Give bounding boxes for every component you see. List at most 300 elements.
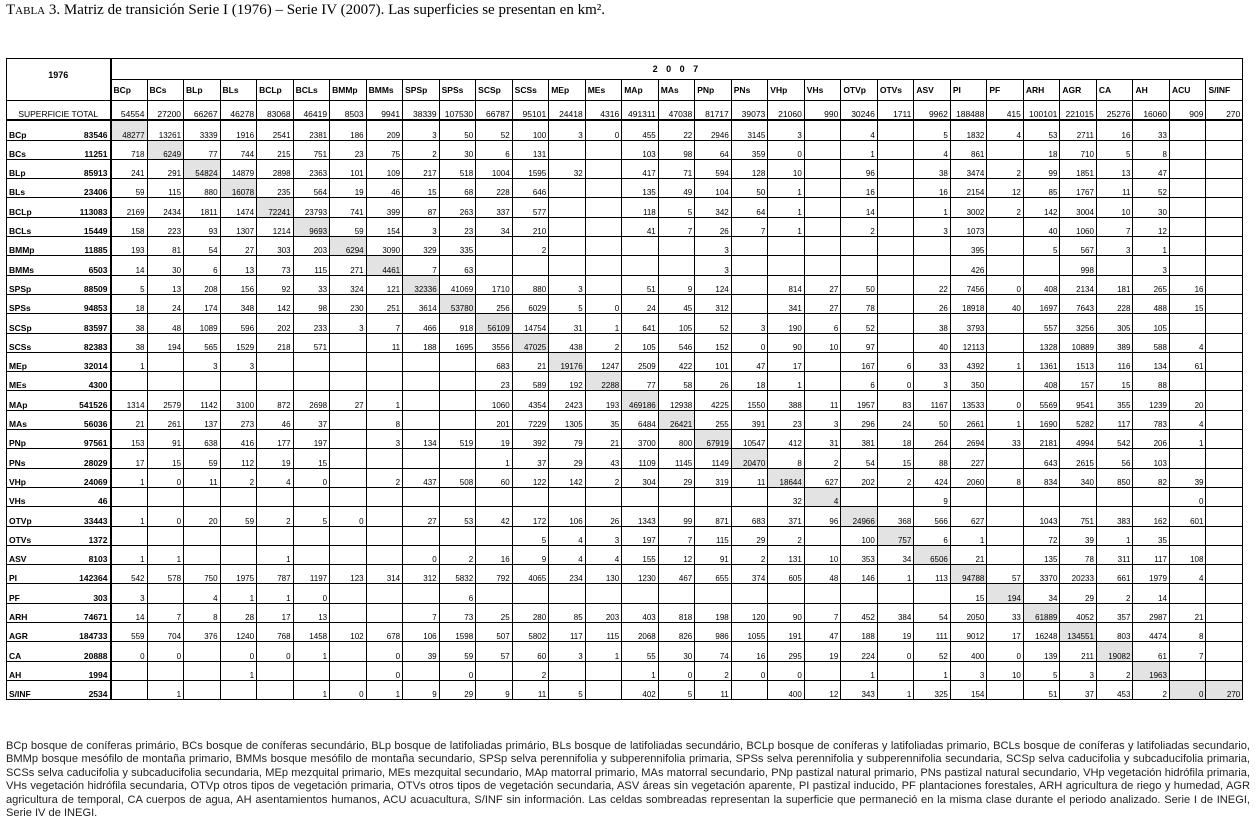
matrix-cell — [987, 449, 1024, 468]
matrix-cell — [184, 487, 221, 506]
matrix-cell: 61 — [1133, 642, 1170, 661]
matrix-cell: 29 — [731, 526, 768, 545]
table-row — [7, 237, 1243, 256]
row-class-code: CA — [7, 642, 59, 661]
matrix-cell: 6 — [439, 584, 476, 603]
matrix-cell: 4 — [549, 526, 586, 545]
matrix-cell: 1 — [841, 661, 878, 680]
matrix-cell: 52 — [476, 120, 513, 140]
matrix-cell: 59 — [220, 507, 257, 526]
total-2007-cell: 46278 — [220, 101, 257, 121]
total-2007-cell: 21060 — [768, 101, 805, 121]
matrix-cell: 3 — [549, 275, 586, 294]
matrix-cell: 751 — [293, 140, 330, 159]
matrix-cell: 64 — [731, 198, 768, 217]
total-2007-cell: 107530 — [439, 101, 476, 121]
matrix-cell: 4 — [1169, 333, 1206, 352]
row-class-code: SCSs — [7, 333, 59, 352]
matrix-cell — [1206, 294, 1243, 313]
matrix-cell — [1206, 275, 1243, 294]
matrix-cell: 0 — [987, 642, 1024, 661]
matrix-cell: 26 — [914, 294, 951, 313]
matrix-cell: 1957 — [841, 391, 878, 410]
matrix-cell — [987, 314, 1024, 333]
matrix-cell: 438 — [549, 333, 586, 352]
matrix-cell: 10 — [987, 661, 1024, 680]
transition-matrix-table — [6, 58, 1243, 700]
matrix-cell: 542 — [111, 565, 148, 584]
matrix-cell: 15 — [403, 179, 440, 198]
matrix-cell: 81 — [147, 237, 184, 256]
matrix-cell: 211 — [1060, 642, 1097, 661]
matrix-cell: 94788 — [950, 565, 987, 584]
matrix-cell: 7 — [1096, 217, 1133, 236]
matrix-cell: 264 — [914, 430, 951, 449]
matrix-cell: 5 — [914, 120, 951, 140]
matrix-cell: 542 — [1096, 430, 1133, 449]
matrix-cell: 49 — [658, 179, 695, 198]
matrix-cell: 6 — [476, 140, 513, 159]
matrix-cell — [512, 256, 549, 275]
matrix-cell — [1060, 487, 1097, 506]
matrix-cell — [914, 237, 951, 256]
matrix-cell — [403, 661, 440, 680]
row-class-code: VHs — [7, 487, 59, 506]
matrix-cell: 335 — [439, 237, 476, 256]
matrix-cell: 998 — [1060, 256, 1097, 275]
matrix-cell: 73 — [439, 603, 476, 622]
matrix-cell: 557 — [1023, 314, 1060, 333]
superficie-total-row — [7, 101, 1243, 121]
matrix-cell: 350 — [950, 372, 987, 391]
matrix-cell — [147, 661, 184, 680]
row-total-1976: 46 — [59, 487, 111, 506]
matrix-cell: 395 — [950, 237, 987, 256]
matrix-cell — [476, 487, 513, 506]
matrix-cell: 1043 — [1023, 507, 1060, 526]
matrix-cell: 203 — [293, 237, 330, 256]
matrix-cell: 27 — [330, 391, 367, 410]
matrix-cell — [622, 256, 659, 275]
matrix-cell: 54 — [914, 603, 951, 622]
matrix-cell: 2 — [731, 545, 768, 564]
matrix-cell: 1851 — [1060, 159, 1097, 178]
matrix-cell — [366, 526, 403, 545]
matrix-cell: 57 — [987, 565, 1024, 584]
matrix-cell — [549, 217, 586, 236]
matrix-cell — [147, 372, 184, 391]
matrix-cell — [1206, 487, 1243, 506]
matrix-cell: 3700 — [622, 430, 659, 449]
matrix-cell: 2 — [804, 449, 841, 468]
matrix-cell: 50 — [914, 410, 951, 429]
matrix-cell — [877, 314, 914, 333]
matrix-cell: 27 — [804, 275, 841, 294]
total-2007-cell: 188488 — [950, 101, 987, 121]
matrix-cell: 23 — [330, 140, 367, 159]
matrix-cell: 135 — [1023, 545, 1060, 564]
matrix-cell — [366, 584, 403, 603]
matrix-cell: 73 — [257, 256, 294, 275]
matrix-cell — [658, 584, 695, 603]
matrix-cell — [877, 179, 914, 198]
matrix-cell: 33 — [987, 603, 1024, 622]
total-2007-cell: 83068 — [257, 101, 294, 121]
matrix-cell: 106 — [549, 507, 586, 526]
matrix-cell: 64 — [695, 140, 732, 159]
matrix-cell: 2 — [768, 526, 805, 545]
matrix-cell: 1 — [877, 565, 914, 584]
matrix-cell: 1343 — [622, 507, 659, 526]
matrix-cell: 154 — [950, 680, 987, 699]
matrix-cell: 0 — [439, 661, 476, 680]
matrix-cell: 215 — [257, 140, 294, 159]
matrix-cell: 61 — [1169, 352, 1206, 371]
matrix-cell: 1 — [220, 661, 257, 680]
matrix-cell: 67919 — [695, 430, 732, 449]
matrix-cell — [1206, 449, 1243, 468]
matrix-cell: 646 — [512, 179, 549, 198]
matrix-cell: 2 — [877, 468, 914, 487]
matrix-cell: 3 — [1096, 237, 1133, 256]
matrix-cell: 8 — [987, 468, 1024, 487]
matrix-cell — [877, 217, 914, 236]
matrix-cell: 2423 — [549, 391, 586, 410]
matrix-cell: 38 — [914, 159, 951, 178]
matrix-cell: 47 — [1133, 159, 1170, 178]
matrix-cell: 43 — [585, 449, 622, 468]
matrix-cell: 7 — [1169, 642, 1206, 661]
matrix-cell: 134 — [1133, 352, 1170, 371]
year-2007-header: 2 0 0 7 — [111, 59, 1243, 80]
matrix-cell: 1 — [950, 526, 987, 545]
matrix-cell: 1239 — [1133, 391, 1170, 410]
matrix-cell: 783 — [1133, 410, 1170, 429]
matrix-cell — [439, 449, 476, 468]
table-row — [7, 391, 1243, 410]
matrix-cell: 0 — [111, 642, 148, 661]
column-header: S/INF — [1206, 80, 1243, 101]
matrix-cell: 1550 — [731, 391, 768, 410]
matrix-cell: 156 — [220, 275, 257, 294]
matrix-cell — [330, 352, 367, 371]
row-class-code: PNs — [7, 449, 59, 468]
table-row — [7, 680, 1243, 699]
matrix-cell — [731, 256, 768, 275]
matrix-cell — [877, 333, 914, 352]
matrix-cell — [330, 487, 367, 506]
matrix-cell — [366, 372, 403, 391]
matrix-cell — [877, 294, 914, 313]
matrix-cell: 453 — [1096, 680, 1133, 699]
matrix-cell: 0 — [877, 372, 914, 391]
matrix-cell: 1598 — [439, 623, 476, 642]
matrix-cell — [330, 603, 367, 622]
matrix-cell: 5 — [1023, 237, 1060, 256]
total-2007-cell: 100101 — [1023, 101, 1060, 121]
matrix-cell: 0 — [330, 680, 367, 699]
matrix-cell: 7643 — [1060, 294, 1097, 313]
matrix-cell: 577 — [512, 198, 549, 217]
matrix-cell: 1197 — [293, 565, 330, 584]
matrix-cell: 23793 — [293, 198, 330, 217]
matrix-cell: 296 — [841, 410, 878, 429]
matrix-cell: 112 — [220, 449, 257, 468]
matrix-cell — [330, 449, 367, 468]
matrix-cell: 230 — [330, 294, 367, 313]
matrix-cell: 23 — [439, 217, 476, 236]
matrix-cell — [147, 487, 184, 506]
matrix-cell — [841, 487, 878, 506]
matrix-cell: 38 — [914, 314, 951, 333]
matrix-cell: 26 — [695, 217, 732, 236]
matrix-cell — [585, 217, 622, 236]
row-total-1976: 4300 — [59, 372, 111, 391]
matrix-cell — [184, 372, 221, 391]
matrix-cell: 710 — [1060, 140, 1097, 159]
matrix-cell: 518 — [439, 159, 476, 178]
matrix-cell: 98 — [293, 294, 330, 313]
matrix-cell — [585, 584, 622, 603]
matrix-cell — [585, 680, 622, 699]
matrix-cell: 0 — [366, 642, 403, 661]
matrix-cell: 400 — [768, 680, 805, 699]
matrix-cell: 27 — [403, 507, 440, 526]
matrix-cell: 3145 — [731, 120, 768, 140]
row-total-1976: 2534 — [59, 680, 111, 699]
matrix-cell: 59 — [439, 642, 476, 661]
matrix-cell — [257, 352, 294, 371]
matrix-cell: 5 — [512, 526, 549, 545]
column-header: BLp — [184, 80, 221, 101]
matrix-cell — [1023, 487, 1060, 506]
matrix-cell: 88 — [1133, 372, 1170, 391]
row-total-1976: 83597 — [59, 314, 111, 333]
matrix-cell: 391 — [731, 410, 768, 429]
matrix-cell: 17 — [257, 603, 294, 622]
matrix-cell: 77 — [184, 140, 221, 159]
matrix-cell: 2288 — [585, 372, 622, 391]
column-header: AH — [1133, 80, 1170, 101]
matrix-cell: 2154 — [950, 179, 987, 198]
matrix-cell — [1169, 140, 1206, 159]
table-row — [7, 217, 1243, 236]
total-2007-cell: 47038 — [658, 101, 695, 121]
matrix-cell: 111 — [914, 623, 951, 642]
matrix-cell: 5569 — [1023, 391, 1060, 410]
matrix-cell — [476, 526, 513, 545]
matrix-cell: 34 — [877, 545, 914, 564]
matrix-cell: 177 — [257, 430, 294, 449]
matrix-cell — [804, 140, 841, 159]
row-total-1976: 23406 — [59, 179, 111, 198]
column-header: BCLs — [293, 80, 330, 101]
matrix-cell: 85 — [1023, 179, 1060, 198]
matrix-cell: 227 — [950, 449, 987, 468]
matrix-cell — [403, 391, 440, 410]
matrix-cell — [987, 140, 1024, 159]
matrix-cell — [330, 333, 367, 352]
matrix-cell: 38 — [111, 314, 148, 333]
matrix-cell: 24 — [877, 410, 914, 429]
matrix-cell: 280 — [512, 603, 549, 622]
matrix-cell — [403, 487, 440, 506]
matrix-cell — [1206, 430, 1243, 449]
matrix-cell: 564 — [293, 179, 330, 198]
matrix-cell: 55 — [622, 642, 659, 661]
matrix-cell: 15 — [1169, 294, 1206, 313]
matrix-cell: 35 — [1133, 526, 1170, 545]
matrix-cell: 389 — [1096, 333, 1133, 352]
matrix-cell — [1169, 449, 1206, 468]
matrix-cell — [330, 430, 367, 449]
matrix-cell — [330, 584, 367, 603]
matrix-cell: 2946 — [695, 120, 732, 140]
matrix-cell: 880 — [184, 179, 221, 198]
matrix-cell: 39 — [403, 642, 440, 661]
matrix-cell: 424 — [914, 468, 951, 487]
matrix-cell — [1206, 507, 1243, 526]
matrix-cell: 0 — [293, 468, 330, 487]
matrix-cell: 4 — [914, 140, 951, 159]
matrix-cell — [366, 603, 403, 622]
transition-matrix-container — [6, 58, 1242, 700]
matrix-cell: 1305 — [549, 410, 586, 429]
matrix-cell — [439, 352, 476, 371]
matrix-cell: 7 — [403, 603, 440, 622]
matrix-cell: 5 — [1023, 661, 1060, 680]
matrix-cell: 58 — [658, 372, 695, 391]
matrix-cell: 1060 — [1060, 217, 1097, 236]
matrix-cell: 7 — [731, 217, 768, 236]
matrix-cell — [695, 487, 732, 506]
matrix-cell — [184, 526, 221, 545]
matrix-cell: 154 — [366, 217, 403, 236]
matrix-cell: 2060 — [950, 468, 987, 487]
matrix-cell — [658, 256, 695, 275]
matrix-cell — [1169, 159, 1206, 178]
matrix-cell: 814 — [768, 275, 805, 294]
matrix-cell — [257, 680, 294, 699]
matrix-cell — [877, 256, 914, 275]
column-header: MEp — [549, 80, 586, 101]
matrix-cell: 388 — [768, 391, 805, 410]
matrix-cell: 426 — [950, 256, 987, 275]
table-row — [7, 603, 1243, 622]
matrix-cell — [987, 545, 1024, 564]
row-class-code: MEs — [7, 372, 59, 391]
matrix-cell — [877, 237, 914, 256]
matrix-cell: 100 — [512, 120, 549, 140]
matrix-cell: 18918 — [950, 294, 987, 313]
matrix-cell: 105 — [658, 314, 695, 333]
matrix-cell: 0 — [768, 661, 805, 680]
matrix-cell: 312 — [403, 565, 440, 584]
matrix-cell: 872 — [257, 391, 294, 410]
matrix-cell: 31 — [549, 314, 586, 333]
matrix-cell: 0 — [366, 661, 403, 680]
row-total-1976: 142364 — [59, 565, 111, 584]
matrix-cell: 3 — [695, 256, 732, 275]
matrix-cell: 1 — [293, 680, 330, 699]
matrix-cell: 155 — [622, 545, 659, 564]
column-header: AGR — [1060, 80, 1097, 101]
total-2007-cell: 1711 — [877, 101, 914, 121]
matrix-cell: 194 — [147, 333, 184, 352]
matrix-cell: 59 — [111, 179, 148, 198]
matrix-cell: 5 — [111, 275, 148, 294]
matrix-cell: 20233 — [1060, 565, 1097, 584]
matrix-cell: 32 — [549, 159, 586, 178]
matrix-cell: 5 — [658, 198, 695, 217]
matrix-cell: 54 — [184, 237, 221, 256]
corner-year-1976: 1976 — [7, 59, 111, 101]
matrix-cell: 40 — [987, 294, 1024, 313]
matrix-cell: 25 — [476, 603, 513, 622]
column-header: OTVp — [841, 80, 878, 101]
matrix-cell: 871 — [695, 507, 732, 526]
matrix-cell: 1 — [220, 584, 257, 603]
matrix-cell: 48 — [804, 565, 841, 584]
table-row — [7, 449, 1243, 468]
matrix-cell — [184, 642, 221, 661]
column-header: VHp — [768, 80, 805, 101]
matrix-cell: 19 — [476, 430, 513, 449]
caption-label: Tabla 3. — [6, 2, 61, 18]
matrix-cell: 51 — [1023, 680, 1060, 699]
row-class-code: BCLp — [7, 198, 59, 217]
matrix-cell: 1 — [111, 352, 148, 371]
matrix-cell: 818 — [658, 603, 695, 622]
matrix-cell: 1361 — [1023, 352, 1060, 371]
matrix-cell: 11 — [731, 468, 768, 487]
matrix-cell: 986 — [695, 623, 732, 642]
matrix-cell: 21 — [1169, 603, 1206, 622]
table-caption — [6, 2, 605, 19]
matrix-cell — [695, 584, 732, 603]
matrix-cell — [549, 198, 586, 217]
matrix-cell: 1055 — [731, 623, 768, 642]
matrix-cell: 750 — [184, 565, 221, 584]
matrix-cell: 87 — [403, 198, 440, 217]
row-total-1976: 74671 — [59, 603, 111, 622]
matrix-cell: 2434 — [147, 198, 184, 217]
matrix-cell: 34 — [476, 217, 513, 236]
matrix-cell: 643 — [1023, 449, 1060, 468]
column-header: PNs — [731, 80, 768, 101]
matrix-cell: 24 — [147, 294, 184, 313]
matrix-cell: 21 — [950, 545, 987, 564]
matrix-cell: 117 — [1096, 410, 1133, 429]
matrix-cell: 1916 — [220, 120, 257, 140]
matrix-cell: 1 — [768, 217, 805, 236]
matrix-cell: 4 — [841, 120, 878, 140]
matrix-cell: 97 — [841, 333, 878, 352]
matrix-cell: 193 — [111, 237, 148, 256]
matrix-cell: 2 — [403, 140, 440, 159]
matrix-cell — [403, 352, 440, 371]
matrix-cell: 374 — [731, 565, 768, 584]
matrix-cell: 2615 — [1060, 449, 1097, 468]
matrix-cell — [1206, 565, 1243, 584]
matrix-cell — [147, 584, 184, 603]
matrix-cell: 2 — [695, 661, 732, 680]
row-total-1976: 11885 — [59, 237, 111, 256]
matrix-cell — [330, 642, 367, 661]
matrix-cell: 3256 — [1060, 314, 1097, 333]
matrix-cell: 4 — [585, 545, 622, 564]
matrix-cell — [1169, 256, 1206, 275]
